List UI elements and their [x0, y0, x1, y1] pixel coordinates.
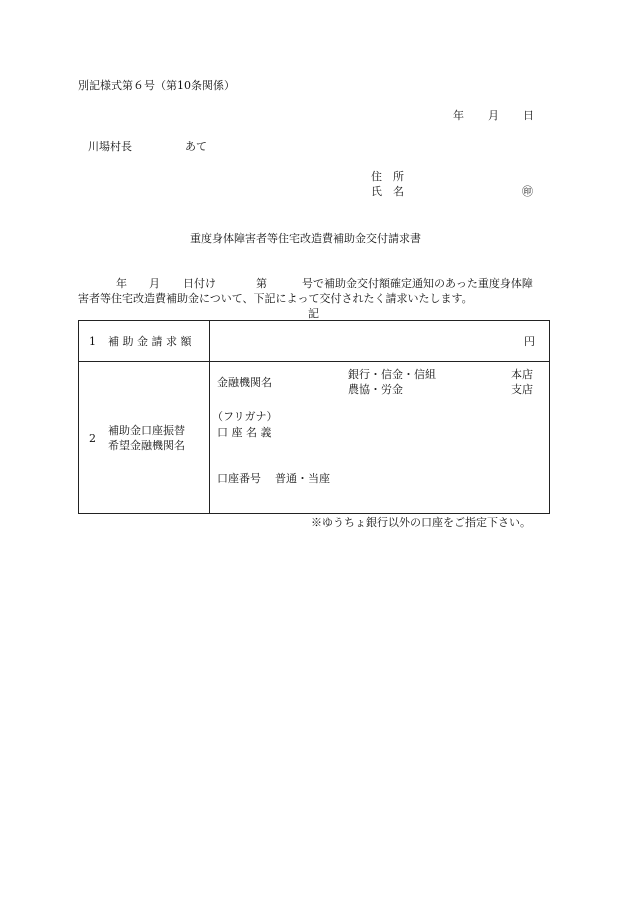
date-year: 年 — [453, 109, 464, 122]
column-divider — [209, 321, 210, 513]
form-reference: 別記様式第６号（第10条関係） — [78, 79, 235, 92]
date-day: 日 — [523, 109, 534, 122]
row2-label-line1: 補助金口座振替 — [108, 424, 185, 437]
document-title: 重度身体障害者等住宅改造費補助金交付請求書 — [190, 232, 421, 245]
date-month: 月 — [488, 109, 499, 122]
branch-sub: 支店 — [511, 383, 533, 396]
body-dai: 第 — [256, 277, 267, 290]
address-label: 住 所 — [371, 170, 404, 183]
body-day-dated: 日付け — [183, 277, 216, 290]
request-table — [78, 320, 550, 514]
account-holder-label: 口 座 名 義 — [217, 426, 272, 439]
row2-label-line2: 希望金融機関名 — [108, 439, 185, 452]
row-divider — [79, 361, 549, 362]
furigana-label: （フリガナ） — [212, 410, 278, 423]
row2-number: 2 — [89, 432, 96, 445]
body-month: 月 — [149, 277, 160, 290]
account-number-label: 口座番号 — [217, 472, 261, 485]
branch-main: 本店 — [511, 368, 533, 381]
recipient-suffix: あて — [185, 140, 207, 153]
row1-number: 1 — [89, 335, 96, 348]
body-line2: 害者等住宅改造費補助金について、下記によって交付されたく請求いたします。 — [78, 292, 473, 305]
bank-types-line2: 農協・労金 — [348, 383, 403, 396]
recipient-name: 川場村長 — [88, 140, 132, 153]
ki-label: 記 — [308, 307, 319, 320]
body-year: 年 — [116, 277, 127, 290]
seal-mark: ㊞ — [522, 185, 533, 198]
row1-unit: 円 — [524, 335, 535, 348]
account-types: 普通・当座 — [275, 472, 330, 485]
bank-types-line1: 銀行・信金・信組 — [348, 368, 436, 381]
name-label: 氏 名 — [371, 185, 404, 198]
institution-label: 金融機関名 — [217, 376, 272, 389]
bank-note: ※ゆうちょ銀行以外の口座をご指定下さい。 — [311, 516, 531, 529]
row1-label: 補 助 金 請 求 額 — [108, 335, 192, 348]
body-line1: 号で補助金交付額確定通知のあった重度身体障 — [302, 277, 533, 290]
